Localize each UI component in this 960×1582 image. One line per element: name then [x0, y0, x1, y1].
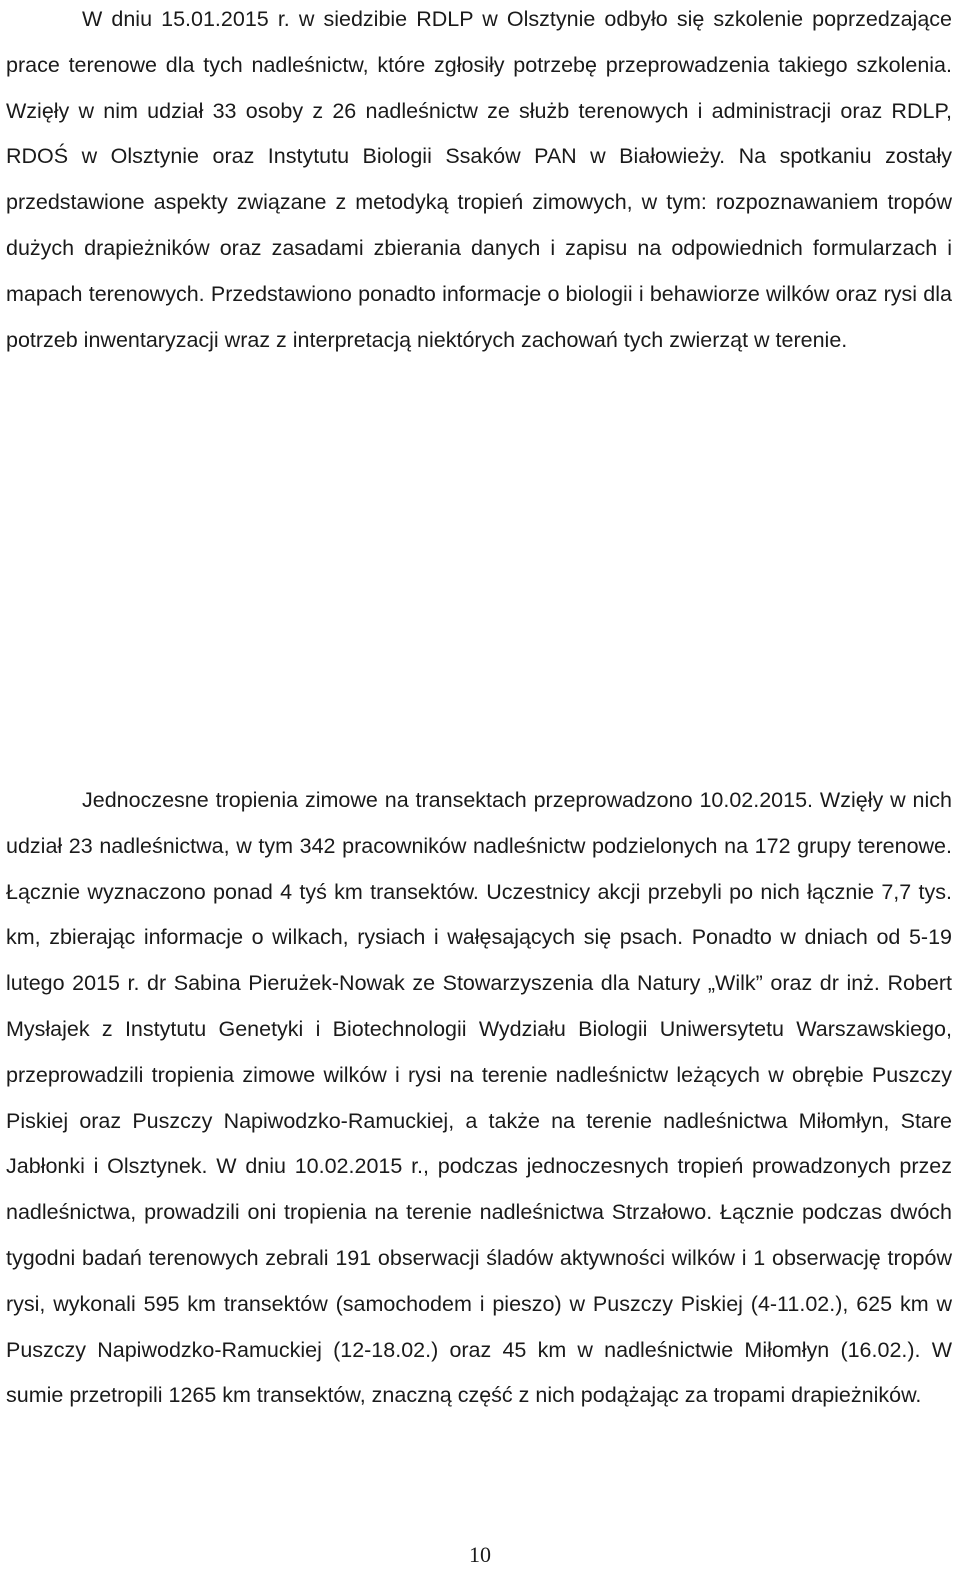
- paragraph-training: W dniu 15.01.2015 r. w siedzibie RDLP w Olsztynie odbyło się szkolenie poprzedzające prace terenowe dla tych nadleśnictw, które zgłosiły potrzebę przeprowadzenia takiego szkolenia. Wzięły w nim udział 33 osoby z 26 nadleśnictw ze służb terenowych i administracji oraz RDLP, RDOŚ w Olsztynie oraz Instytutu Biologii Ssaków PAN w Białowieży. Na spotkaniu zostały przedstawione aspekty związane z metodyką tropień zimowych, w tym: rozpoznawaniem tropów dużych drapieżników oraz zasadami zbierania danych i zapisu na odpowiednich formularzach i mapach terenowych. Przedstawiono ponadto informacje o biologii i behawiorze wilków oraz rysi dla potrzeb inwentaryzacji wraz z interpretacją niektórych zachowań tych zwierząt w terenie.: [6, 7, 952, 352]
- paragraph-tracking: Jednoczesne tropienia zimowe na transektach przeprowadzono 10.02.2015. Wzięły w nich udział 23 nadleśnictwa, w tym 342 pracowników nadleśnictw podzielonych na 172 grupy terenowe. Łącznie wyznaczono ponad 4 tyś km transektów. Uczestnicy akcji przebyli po nich łącznie 7,7 tys. km, zbierając informacje o wilkach, rysiach i wałęsających się psach. Ponadto w dniach od 5-19 lutego 2015 r. dr Sabina Pierużek-Nowak ze Stowarzyszenia dla Natury „Wilk” oraz dr inż. Robert Mysłajek z Instytutu Genetyki i Biotechnologii Wydziału Biologii Uniwersytetu Warszawskiego, przeprowadzili tropienia zimowe wilków i rysi na terenie nadleśnictw leżących w obrębie Puszczy Piskiej oraz Puszczy Napiwodzko-Ramuckiej, a także na terenie nadleśnictwa Miłomłyn, Stare Jabłonki i Olsztynek. W dniu 10.02.2015 r., podczas jednoczesnych tropień prowadzonych przez nadleśnictwa, prowadzili oni tropienia na terenie nadleśnictwa Strzałowo. Łącznie podczas dwóch tygodni badań terenowych zebrali 191 obserwacji śladów aktywności wilków i 1 obserwację tropów rysi, wykonali 595 km transektów (samochodem i pieszo) w Puszczy Piskiej (4-11.02.), 625 km w Puszczy Napiwodzko-Ramuckiej (12-18.02.) oraz 45 km w nadleśnictwie Miłomłyn (16.02.). W sumie przetropili 1265 km transektów, znaczną część z nich podążając za tropami drapieżników.: [6, 788, 952, 1408]
- page-number: 10: [469, 1542, 491, 1567]
